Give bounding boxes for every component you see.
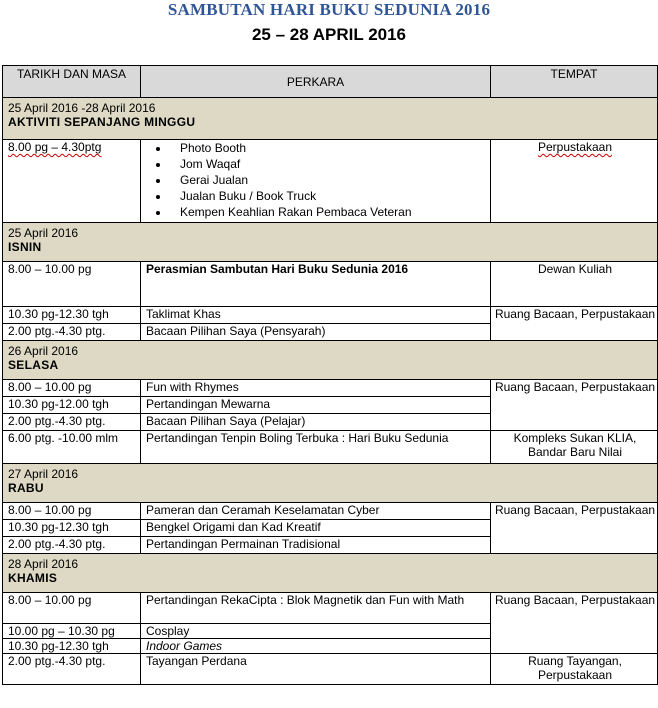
time-cell: 10.30 pg-12.30 tgh xyxy=(3,307,141,324)
list-item: • Gerai Jualan xyxy=(170,172,490,188)
header-tempat: TEMPAT xyxy=(491,66,658,98)
header-perkara: PERKARA xyxy=(141,66,491,98)
day-date: 25 April 2016 xyxy=(8,226,79,240)
table-row xyxy=(3,654,658,685)
place-cell: Dewan Kuliah xyxy=(491,262,658,307)
document-title: SAMBUTAN HARI BUKU SEDUNIA 2016 xyxy=(167,0,491,19)
activity-cell: Fun with Rhymes xyxy=(141,380,491,397)
time-cell: 2.00 ptg.-4.30 ptg. xyxy=(3,414,141,431)
time-cell: 10.30 pg-12.30 tgh xyxy=(3,520,141,537)
list-item: • Jualan Buku / Book Truck xyxy=(170,188,490,204)
time-cell: 2.00 ptg.-4.30 ptg. xyxy=(3,324,141,341)
activity-cell: Indoor Games xyxy=(141,639,491,654)
time-cell: 2.00 ptg.-4.30 ptg. xyxy=(3,537,141,554)
activity-cell: Taklimat Khas xyxy=(141,307,491,324)
list-item: • Kempen Keahlian Rakan Pembaca Veteran xyxy=(170,204,490,220)
activity-cell: Tayangan Perdana xyxy=(141,654,491,685)
table-row xyxy=(3,431,658,464)
activity-cell: Pertandingan Mewarna xyxy=(141,397,491,414)
table-row xyxy=(3,593,658,624)
time-cell: 6.00 ptg. -10.00 mlm xyxy=(3,431,141,464)
time-cell: 8.00 – 10.00 pg xyxy=(3,593,141,624)
table-row xyxy=(3,307,658,324)
header-tarikh: TARIKH DAN MASA xyxy=(3,66,141,98)
activity-list xyxy=(146,140,490,220)
day-name: SELASA xyxy=(8,358,59,372)
activity-cell: Pertandingan Permainan Tradisional xyxy=(141,537,491,554)
time-cell: 8.00 – 10.00 pg xyxy=(3,380,141,397)
place-cell: Ruang Bacaan, Perpustakaan xyxy=(491,593,658,654)
time-cell: 2.00 ptg.-4.30 ptg. xyxy=(3,654,141,685)
day-row-isnin xyxy=(3,223,658,262)
list-item: • Jom Waqaf xyxy=(170,156,490,172)
day-name: AKTIVITI SEPANJANG MINGGU xyxy=(8,115,196,129)
activity-cell: Pertandingan RekaCipta : Blok Magnetik dan Fun with Math xyxy=(141,593,491,624)
day-name: RABU xyxy=(8,481,44,495)
activity-cell: Bacaan Pilihan Saya (Pensyarah) xyxy=(141,324,491,341)
place-cell: Perpustakaan xyxy=(537,140,613,154)
day-row-selasa xyxy=(3,341,658,380)
time-cell: 8.00 pg – 4.30ptg xyxy=(8,140,102,154)
time-cell: 10.30 pg-12.00 tgh xyxy=(3,397,141,414)
activity-cell: Bengkel Origami dan Kad Kreatif xyxy=(141,520,491,537)
place-cell: Ruang Bacaan, Perpustakaan xyxy=(491,503,658,554)
time-cell: 10.30 pg-12.30 tgh xyxy=(3,639,141,654)
place-cell: Ruang Bacaan, Perpustakaan xyxy=(491,380,658,431)
day-name: KHAMIS xyxy=(8,571,58,585)
time-cell: 10.00 pg – 10.30 pg xyxy=(3,624,141,639)
table-row xyxy=(3,503,658,520)
time-cell: 8.00 – 10.00 pg xyxy=(8,262,92,276)
activity-cell: Pameran dan Ceramah Keselamatan Cyber xyxy=(141,503,491,520)
day-row-khamis xyxy=(3,554,658,593)
day-row-rabu xyxy=(3,464,658,503)
table-row xyxy=(3,380,658,397)
day-date: 25 April 2016 -28 April 2016 xyxy=(8,101,156,115)
document-subtitle: 25 – 28 APRIL 2016 xyxy=(251,25,407,44)
day-date: 28 April 2016 xyxy=(8,557,79,571)
list-item: • Photo Booth xyxy=(170,140,490,156)
day-name: ISNIN xyxy=(8,240,42,254)
activity-cell: Pertandingan Tenpin Boling Terbuka : Hari Buku Sedunia xyxy=(141,431,491,464)
place-cell: Ruang Bacaan, Perpustakaan xyxy=(491,307,658,341)
place-cell: Kompleks Sukan KLIA, Bandar Baru Nilai xyxy=(491,431,658,464)
day-date: 27 April 2016 xyxy=(8,467,79,481)
table-row xyxy=(3,140,658,223)
activity-cell: Cosplay xyxy=(141,624,491,639)
activity-cell: Bacaan Pilihan Saya (Pelajar) xyxy=(141,414,491,431)
place-cell: Ruang Tayangan, Perpustakaan xyxy=(491,654,658,685)
activity-cell: Perasmian Sambutan Hari Buku Sedunia 2016 xyxy=(141,262,491,307)
table-header-row xyxy=(3,66,658,98)
time-cell: 8.00 – 10.00 pg xyxy=(3,503,141,520)
table-row xyxy=(3,262,658,307)
schedule-table xyxy=(2,65,658,685)
day-row-week xyxy=(3,98,658,140)
day-date: 26 April 2016 xyxy=(8,344,79,358)
